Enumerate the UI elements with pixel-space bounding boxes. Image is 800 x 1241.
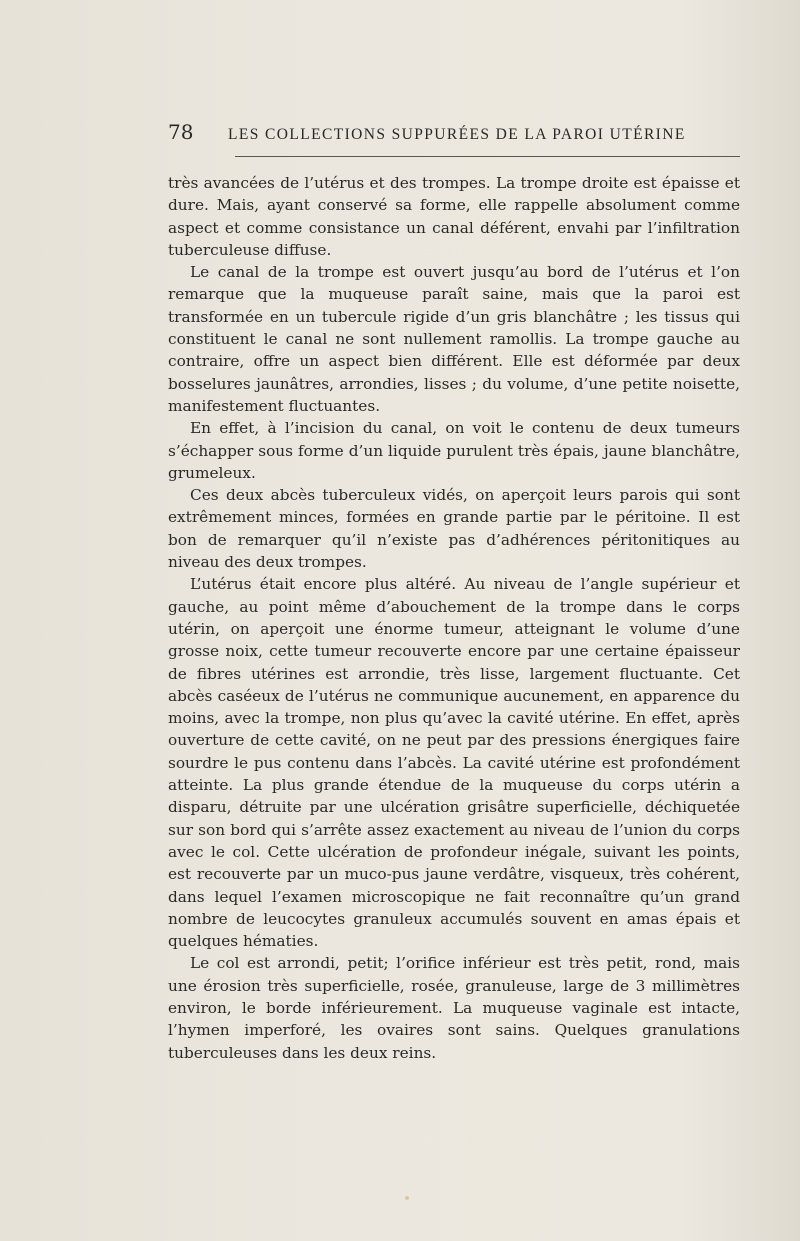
page-header bbox=[168, 120, 740, 148]
body-text bbox=[168, 172, 740, 1064]
paragraph: Ces deux abcès tuberculeux vidés, on aperçoit leurs parois qui sont extrêmement minces, formées en grande partie par le péritoine. Il est bon de remarquer qu’il n’existe pas d’adhérences péritonitiques au niveau des deux trompes. bbox=[168, 486, 740, 572]
paragraph: En effet, à l’incision du canal, on voit le contenu de deux tumeurs s’échapper sous forme d’un liquide purulent très épais, jaune blanchâtre, grumeleux. bbox=[168, 419, 740, 482]
paragraph: Le canal de la trompe est ouvert jusqu’au bord de l’utérus et l’on remarque que la muqueuse paraît saine, mais que la paroi est transformée en un tubercule rigide d’un gris blanchâtre ; les tissus qui constituent le canal ne sont nullement ramollis. La trompe gauche au contraire, offre un aspect bien différent. Elle est déformée par deux bosselures jaunâtres, arrondies, lisses ; du volume, d’une petite noisette, manifestement fluctuantes. bbox=[168, 263, 740, 415]
page-number: 78 bbox=[168, 120, 194, 144]
paragraph: Le col est arrondi, petit; l’orifice inférieur est très petit, rond, mais une érosion très superficielle, rosée, granuleuse, large de 3 millimètres environ, le borde inférieurement. La muqueuse vaginale est intacte, l’hymen imperforé, les ovaires sont sains. Quelques granulations tuberculeuses dans les deux reins. bbox=[168, 954, 740, 1062]
paper-speck bbox=[405, 1196, 409, 1200]
header-rule bbox=[235, 156, 740, 157]
paragraph: très avancées de l’utérus et des trompes. La trompe droite est épaisse et dure. Mais, ayant conservé sa forme, elle rappelle absolument comme aspect et comme consistance un canal déférent, envahi par l’infiltration tuberculeuse diffuse. bbox=[168, 174, 740, 259]
paragraph: L’utérus était encore plus altéré. Au niveau de l’angle supérieur et gauche, au point même d’abouchement de la trompe dans le corps utérin, on aperçoit une énorme tumeur, atteignant le volume d’une grosse noix, cette tumeur recouverte encore par une certaine épaisseur de fibres utérines est arrondie, très lisse, largement fluctuante. Cet abcès caséeux de l’utérus ne communique aucunement, en apparence du moins, avec la trompe, non plus qu’avec la cavité utérine. En effet, après ouverture de cette cavité, on ne peut par des pressions énergiques faire sourdre le pus contenu dans l’abcès. La cavité utérine est profondément atteinte. La plus grande étendue de la muqueuse du corps utérin a disparu, détruite par une ulcération grisâtre superficielle, déchiquetée sur son bord qui s’arrête assez exactement au niveau de l’union du corps avec le col. Cette ulcération de profondeur inégale, suivant les points, est recouverte par un muco-pus jaune verdâtre, visqueux, très cohérent, dans lequel l’examen microscopique ne fait reconnaître qu’un grand nombre de leucocytes granuleux accumulés souvent en amas épais et quelques hématies. bbox=[168, 575, 740, 951]
running-title: LES COLLECTIONS SUPPURÉES DE LA PAROI UTÉRINE bbox=[228, 126, 686, 143]
